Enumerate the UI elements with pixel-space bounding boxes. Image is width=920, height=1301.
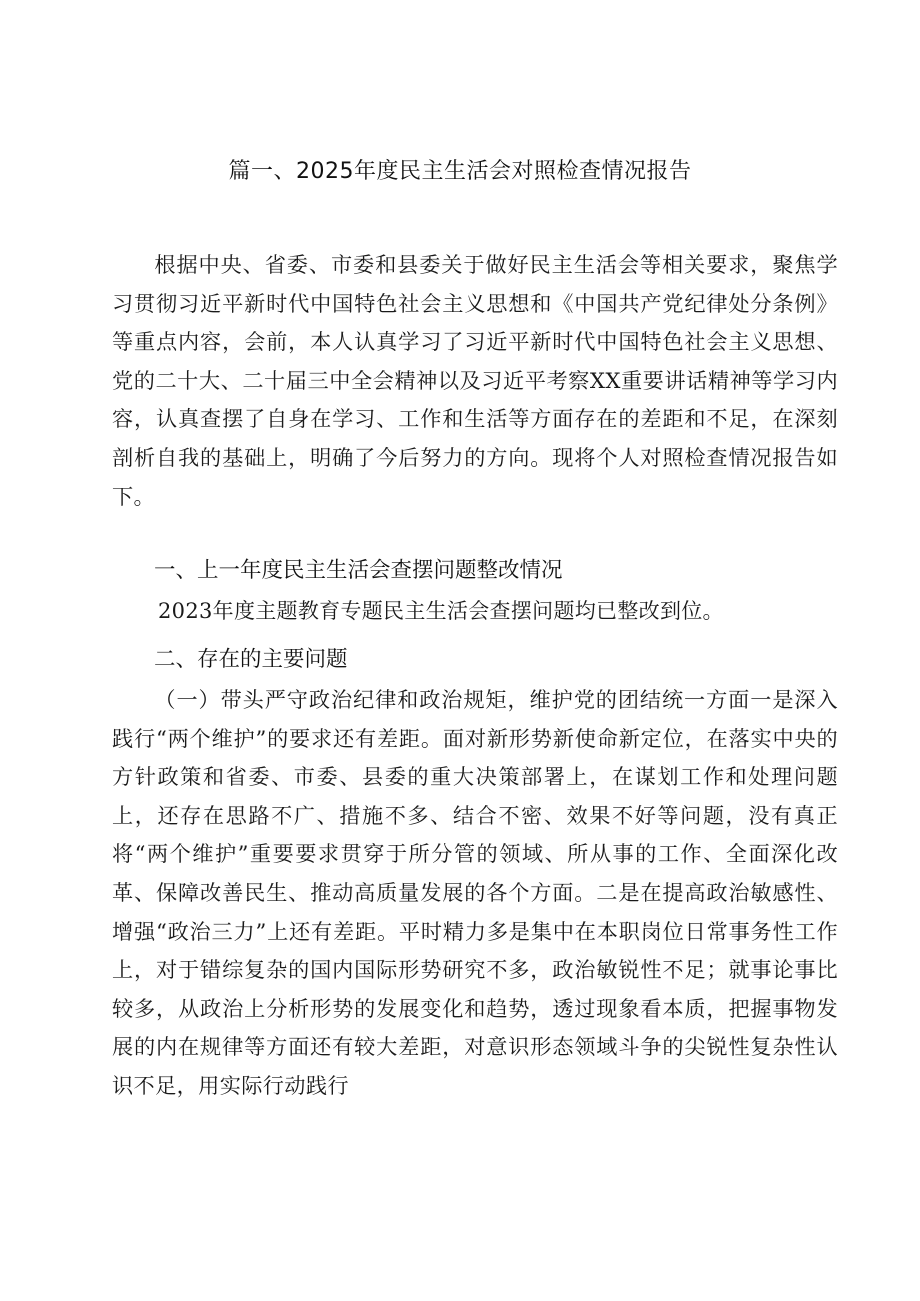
intro-paragraph: 根据中央、省委、市委和县委关于做好民主生活会等相关要求，聚焦学习贯彻习近平新时代中国特色社会主义思想和《中国共产党纪律处分条例》等重点内容，会前，本人认真学习了习近平新时代中国特色社会主义思想、党的二十大、二十届三中全会精神以及习近平考察XX重要讲话精神等学习内容，认真查摆了自身在学习、工作和生活等方面存在的差距和不足，在深刻剖析自我的基础上，明确了今后努力的方向。现将个人对照检查情况报告如下。 (112, 252, 838, 509)
section-1-paragraph: 2023年度主题教育专题民主生活会查摆问题均已整改到位。 (158, 599, 724, 623)
section-heading-2: 二、存在的主要问题 (154, 647, 348, 672)
section-heading-1: 一、上一年度民主生活会查摆问题整改情况 (154, 558, 563, 583)
section-2-paragraph: （一）带头严守政治纪律和政治规矩，维护党的团结统一方面一是深入践行“两个维护”的要求还有差距。面对新形势新使命新定位，在落实中央的方针政策和省委、市委、县委的重大决策部署上，在谋划工作和处理问题上，还存在思路不广、措施不多、结合不密、效果不好等问题，没有真正将“两个维护”重要要求贯穿于所分管的领域、所从事的工作、全面深化改革、保障改善民生、推动高质量发展的各个方面。二是在提高政治敏感性、增强“政治三力”上还有差距。平时精力多是集中在本职岗位日常事务性工作上，对于错综复杂的国内国际形势研究不多，政治敏锐性不足；就事论事比较多，从政治上分析形势的发展变化和趋势，透过现象看本质，把握事物发展的内在规律等方面还有较大差距，对意识形态领域斗争的尖锐性复杂性认识不足，用实际行动践行 (112, 687, 838, 1098)
document-title: 篇一、2025年度民主生活会对照检查情况报告 (228, 159, 692, 184)
